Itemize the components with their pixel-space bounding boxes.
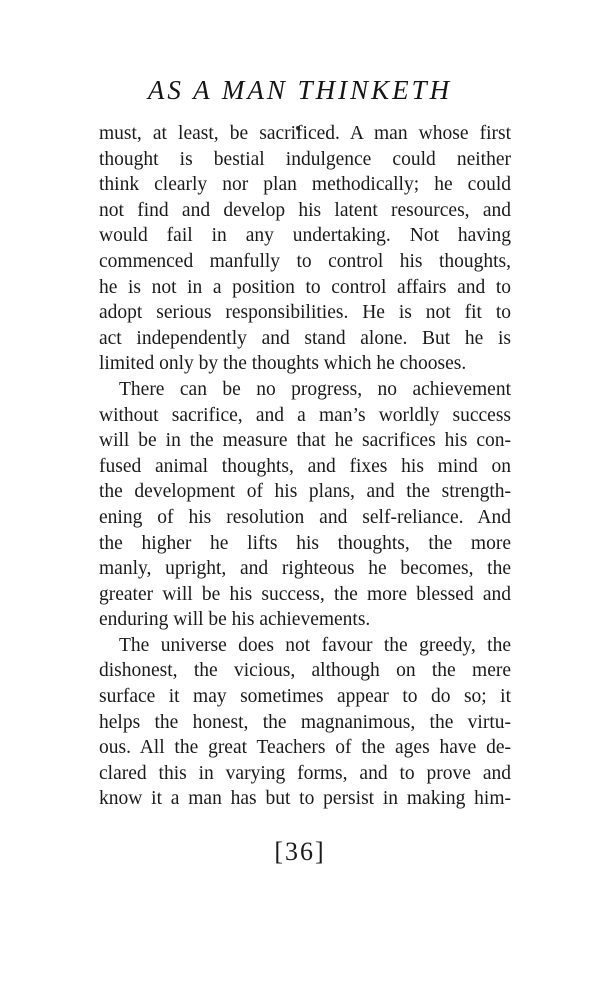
text-line: the higher he lifts his thoughts, the more: [99, 532, 511, 554]
text-line: must, at least, be sacrificed. A man whose first: [99, 123, 511, 144]
text-line: fused animal thoughts, and fixes his mind on: [99, 455, 511, 477]
text-line: thought is bestial indulgence could neither: [99, 148, 511, 170]
text-line: without sacrifice, and a man’s worldly success: [99, 404, 511, 426]
running-head: AS A MAN THINKETH: [147, 75, 453, 105]
page-number: [36]: [274, 837, 326, 866]
text-line: not find and develop his latent resources, and: [99, 199, 511, 221]
text-line: clared this in varying forms, and to prove and: [99, 762, 511, 784]
text-line: commenced manfully to control his thoughts,: [99, 250, 511, 272]
text-line: The universe does not favour the greedy, the: [119, 634, 511, 656]
text-line: There can be no progress, no achievement: [119, 378, 511, 400]
text-line: dishonest, the vicious, although on the mere: [99, 660, 511, 682]
text-line: he is not in a position to control affairs and to: [99, 276, 511, 298]
text-line: limited only by the thoughts which he chooses.: [99, 353, 467, 375]
text-line: will be in the measure that he sacrifices his con-: [99, 430, 511, 452]
text-line: adopt serious responsibilities. He is not fit to: [99, 302, 511, 324]
body-text: [99, 121, 511, 812]
text-line: ening of his resolution and self-reliance. And: [99, 506, 511, 528]
text-line: manly, upright, and righteous he becomes, the: [99, 558, 511, 580]
text-line: ous. All the great Teachers of the ages have de-: [99, 737, 511, 759]
text-line: surface it may sometimes appear to do so; it: [99, 686, 511, 708]
text-line: would fail in any undertaking. Not having: [99, 225, 511, 247]
text-line: think clearly nor plan methodically; he could: [99, 174, 511, 196]
text-line: the development of his plans, and the strength-: [99, 481, 511, 503]
text-line: know it a man has but to persist in making him-: [99, 788, 511, 810]
text-line: enduring will be his achievements.: [99, 609, 371, 631]
text-line: helps the honest, the magnanimous, the virtu-: [99, 711, 511, 733]
text-line: greater will be his success, the more blessed and: [99, 583, 511, 605]
text-line: act independently and stand alone. But he is: [99, 327, 511, 349]
